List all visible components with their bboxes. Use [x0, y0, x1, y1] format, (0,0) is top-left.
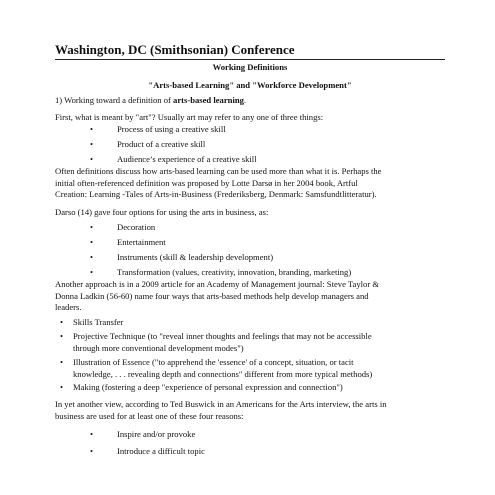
- text-line: In yet another view, according to Ted Buswick in an Americans for the Arts interview, the arts in: [55, 399, 387, 409]
- paragraph-darso: Darso (14) gave four options for using the arts in business, as:: [55, 207, 269, 217]
- list-item-taylor: [73, 357, 372, 380]
- text-line: business are used for at least one of these four reasons:: [55, 410, 244, 421]
- bullet-icon: •: [90, 267, 94, 277]
- list-item-buswick: Introduce a difficult topic: [117, 446, 205, 456]
- subtitle-working-definitions: Working Definitions: [212, 62, 288, 72]
- list-item-buswick: Inspire and/or provoke: [117, 429, 196, 439]
- bullet-icon: •: [90, 446, 94, 456]
- text-line: initial often-referenced definition was proposed by Lotte Darsø in her 2004 book, Artful: [55, 177, 358, 188]
- bullet-icon: •: [90, 237, 94, 247]
- list-item-darso: Transformation (values, creativity, innovation, branding, marketing): [117, 267, 352, 277]
- text-line: Illustration of Essence ("to apprehend the 'essence' of a concept, situation, or tacit: [73, 357, 354, 367]
- bullet-icon: •: [90, 429, 94, 439]
- text-line: Another approach is in a 2009 article for an Academy of Management journal: Steve Taylor &: [55, 279, 380, 289]
- section-heading-suffix: .: [243, 95, 247, 105]
- list-item-art: Audience’s experience of a creative skill: [117, 154, 257, 164]
- text-line: Creation: Learning -Tales of Arts-in-Business (Frederiksberg, Denmark: Samsfundtlitteratur).: [55, 189, 377, 200]
- bullet-icon: •: [60, 317, 64, 327]
- text-line: Projective Technique (to "reveal inner thoughts and feelings that may not be accessible: [73, 331, 372, 341]
- bullet-icon: •: [90, 124, 94, 134]
- section-heading-prefix: 1) Working toward a definition of: [55, 95, 174, 105]
- list-item-taylor: Skills Transfer: [73, 317, 124, 327]
- bullet-icon: •: [90, 222, 94, 232]
- list-item-darso: Decoration: [117, 222, 156, 232]
- subtitle-arts-based-learning: "Arts-based Learning" and "Workforce Development": [148, 80, 352, 90]
- list-item-darso: Entertainment: [117, 237, 166, 247]
- text-line: Often definitions discuss how arts-based learning can be used more than what it is. Perhaps the: [55, 166, 382, 176]
- bullet-icon: •: [60, 331, 64, 341]
- text-line: knowledge, . . . revealing depth and connections" different from more typical methods): [73, 368, 373, 379]
- bullet-icon: •: [60, 357, 64, 367]
- list-item-taylor: Making (fostering a deep "experience of personal expression and connection"): [73, 382, 343, 392]
- paragraph-art-meaning: First, what is meant by "art"? Usually art may refer to any one of three things:: [55, 112, 324, 122]
- paragraph-definitions: [55, 166, 447, 201]
- bullet-icon: •: [90, 139, 94, 149]
- text-line: leaders.: [55, 302, 82, 313]
- text-line: through more conventional development modes"): [73, 342, 244, 353]
- bullet-icon: •: [90, 154, 94, 164]
- paragraph-buswick: [55, 399, 447, 422]
- bullet-icon: •: [90, 252, 94, 262]
- text-line: Donna Ladkin (56-60) name four ways that arts-based methods help develop managers and: [55, 290, 369, 301]
- paragraph-another-approach: [55, 279, 447, 314]
- section-heading-1: [55, 95, 447, 107]
- list-item-art: Process of using a creative skill: [117, 124, 226, 134]
- list-item-taylor: [73, 331, 372, 354]
- list-item-darso: Instruments (skill & leadership development): [117, 252, 274, 262]
- page-title: Washington, DC (Smithsonian) Conference: [55, 42, 445, 60]
- bullet-icon: •: [60, 382, 64, 392]
- list-item-art: Product of a creative skill: [117, 139, 206, 149]
- section-heading-term: arts-based learning: [173, 95, 244, 105]
